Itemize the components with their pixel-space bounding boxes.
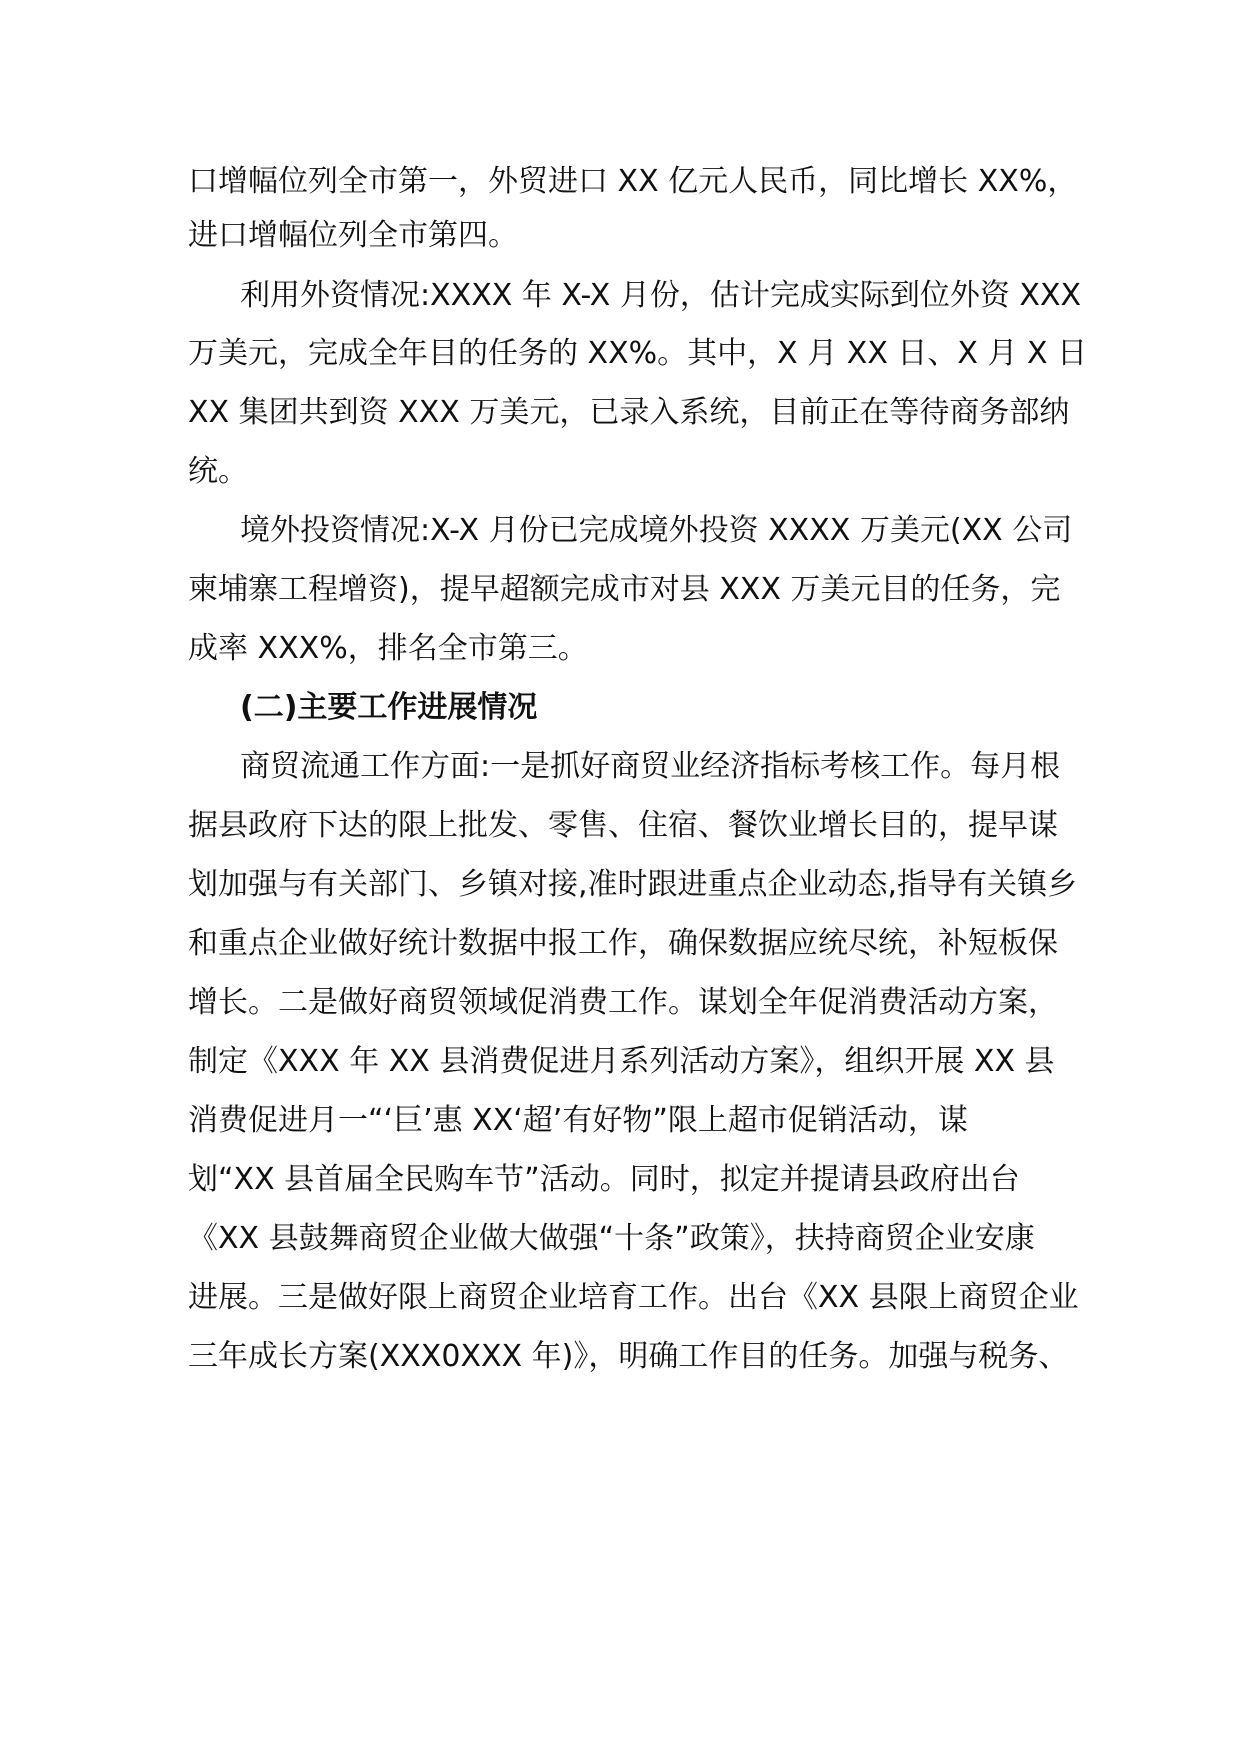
text-line-21: 三年成长方案(XXX0XXX 年)》，明确工作目的任务。加强与税务、 xyxy=(188,1339,1069,1374)
text-line-18: 划“XX 县首届全民购车节”活动。同时，拟定并提请县政府出台 xyxy=(188,1162,1020,1197)
text-line-17: 消费促进月一“‘巨’惠 XX‘超’有好物”限上超市促销活动，谋 xyxy=(188,1103,968,1138)
text-line-6: 统。 xyxy=(188,454,248,489)
text-line-8: 柬埔寨工程增资)，提早超额完成市对县 XXX 万美元目的任务，完 xyxy=(188,572,1061,607)
paragraph-foreign-capital: 利用外资情况:XXXX 年 X-X 月份，估计完成实际到位外资 XXX xyxy=(240,278,1082,313)
text-line-13: 划加强与有关部门、乡镇对接,准时跟进重点企业动态,指导有关镇乡 xyxy=(188,867,1078,902)
paragraph-commerce-circulation: 商贸流通工作方面:一是抓好商贸业经济指标考核工作。每月根 xyxy=(240,749,1061,784)
text-line-9: 成率 XXX%，排名全市第三。 xyxy=(188,631,588,666)
text-line-19: 《XX 县鼓舞商贸企业做大做强“十条”政策》，扶持商贸企业安康 xyxy=(188,1221,1035,1256)
text-line-16: 制定《XXX 年 XX 县消费促进月系列活动方案》，组织开展 XX 县 xyxy=(188,1044,1055,1079)
text-line-2: 进口增幅位列全市第四。 xyxy=(188,218,518,253)
text-line-1: 口增幅位列全市第一，外贸进口 XX 亿元人民币，同比增长 XX%， xyxy=(188,164,1078,199)
text-line-20: 进展。三是做好限上商贸企业培育工作。出台《XX 县限上商贸企业 xyxy=(188,1280,1079,1315)
text-line-12: 据县政府下达的限上批发、零售、住宿、餐饮业增长目的，提早谋 xyxy=(188,808,1058,843)
section-heading: (二)主要工作进展情况 xyxy=(240,690,538,725)
paragraph-overseas-investment: 境外投资情况:X-X 月份已完成境外投资 XXXX 万美元(XX 公司 xyxy=(240,513,1073,548)
text-line-5: XX 集团共到资 XXX 万美元，已录入系统，目前正在等待商务部纳 xyxy=(188,395,1070,430)
text-line-4: 万美元，完成全年目的任务的 XX%。其中，X 月 XX 日、X 月 X 日 xyxy=(188,336,1088,371)
text-line-15: 增长。二是做好商贸领域促消费工作。谋划全年促消费活动方案， xyxy=(188,985,1058,1020)
text-line-14: 和重点企业做好统计数据中报工作，确保数据应统尽统，补短板保 xyxy=(188,926,1058,961)
